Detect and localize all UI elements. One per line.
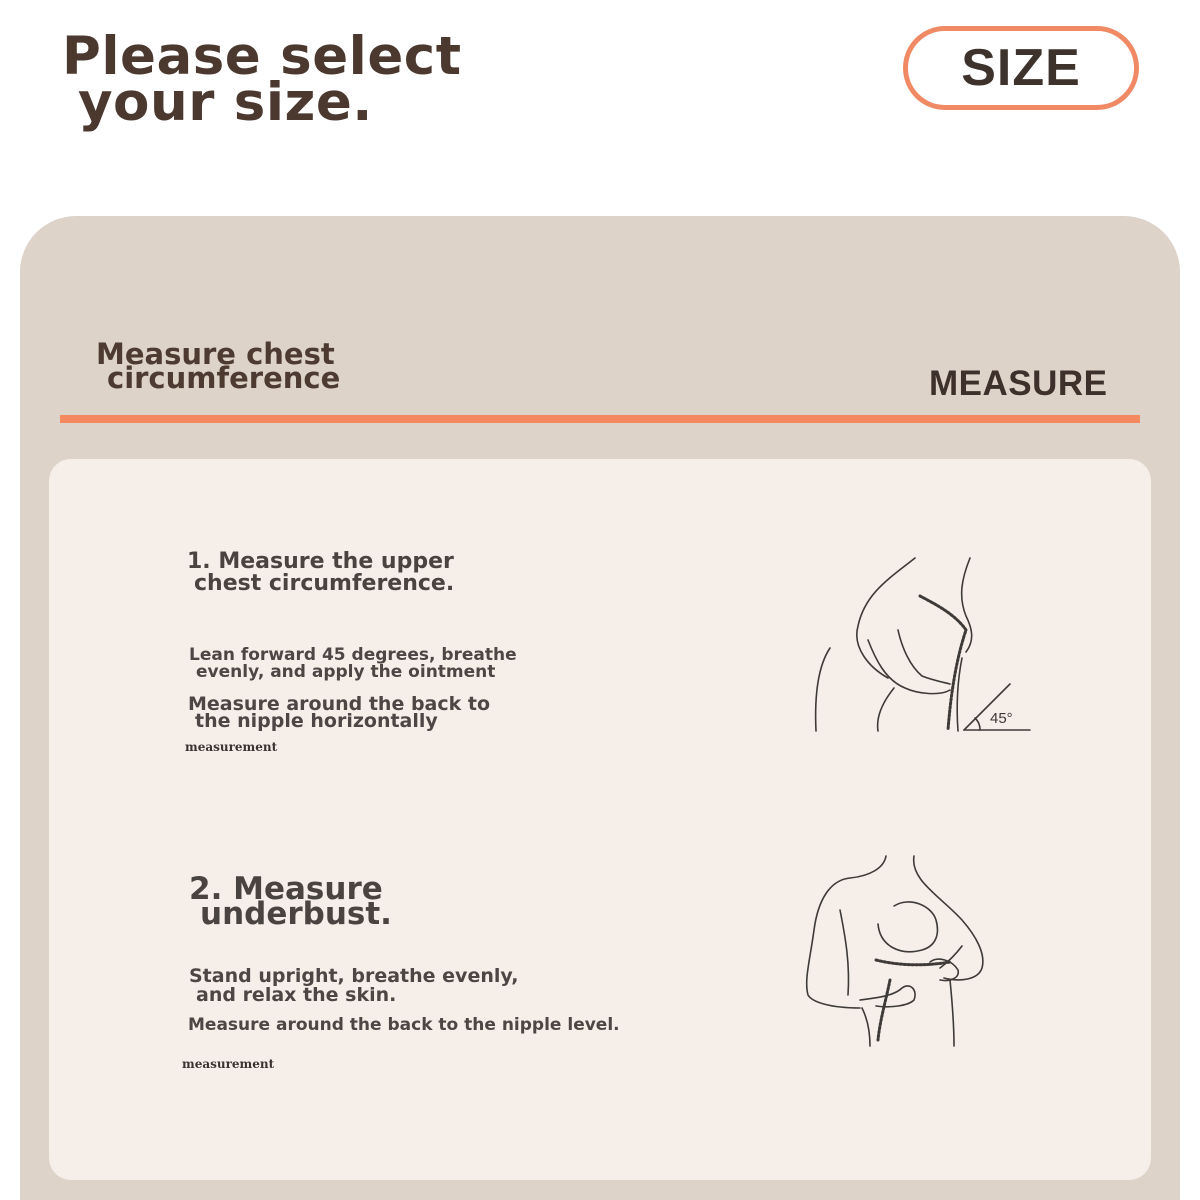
arm-inner bbox=[898, 630, 950, 684]
measuring-tape-end bbox=[878, 980, 890, 1040]
step2-small-label: measurement bbox=[182, 1057, 275, 1071]
step2-instruction-1 bbox=[189, 967, 609, 1005]
upright-underbust-measure-icon bbox=[790, 850, 1000, 1050]
section-title-line1: Measure chest bbox=[96, 337, 335, 371]
step1-instruction-1-line2: evenly, and apply the ointment bbox=[196, 662, 496, 682]
lean-forward-measure-icon bbox=[790, 548, 1040, 738]
measuring-tape bbox=[876, 960, 950, 965]
step2-instruction-1-line2: and relax the skin. bbox=[196, 984, 397, 1006]
step1-heading bbox=[187, 551, 527, 595]
angle-arc bbox=[975, 718, 980, 730]
angle-label: 45° bbox=[990, 710, 1013, 727]
page-title bbox=[62, 26, 622, 133]
size-badge: SIZE bbox=[903, 26, 1139, 110]
step1-instruction-2 bbox=[188, 693, 608, 732]
right-arm-inner bbox=[940, 946, 962, 968]
arm-outline bbox=[868, 640, 950, 694]
hip-outline bbox=[878, 688, 894, 731]
measuring-tape bbox=[920, 596, 966, 730]
breast-outline bbox=[878, 902, 937, 952]
page-title-line2: your size. bbox=[78, 72, 373, 133]
step2-instruction-2: Measure around the back to the nipple level. bbox=[188, 1015, 620, 1035]
left-arm-inner bbox=[840, 910, 849, 995]
step1-small-label: measurement bbox=[185, 740, 278, 754]
step1-instruction-1-line1: Lean forward 45 degrees, breathe bbox=[189, 645, 517, 665]
step1-heading-line2: chest circumference. bbox=[194, 571, 455, 596]
left-shoulder-outline bbox=[807, 856, 886, 1008]
waist-right-outline bbox=[950, 980, 954, 1046]
waist-left-outline bbox=[862, 1008, 870, 1046]
step1-heading-line1: 1. Measure the upper bbox=[187, 549, 454, 574]
step1-instruction-2-line2: the nipple horizontally bbox=[195, 710, 438, 732]
measure-label: MEASURE bbox=[929, 364, 1108, 403]
step2-instruction-1-line1: Stand upright, breathe evenly, bbox=[189, 965, 519, 987]
torso-outline bbox=[857, 558, 915, 678]
step2-heading-line1: 2. Measure bbox=[189, 871, 383, 907]
step1-instruction-1 bbox=[189, 647, 609, 681]
accent-divider bbox=[60, 415, 1140, 423]
step2-heading-line2: underbust. bbox=[200, 896, 392, 932]
page-title-line1: Please select bbox=[62, 26, 462, 87]
back-outline bbox=[816, 648, 830, 731]
step2-heading bbox=[189, 871, 489, 932]
step1-instruction-2-line1: Measure around the back to bbox=[188, 693, 491, 715]
section-title bbox=[96, 337, 456, 395]
front-outline bbox=[957, 658, 962, 731]
section-title-line2: circumference bbox=[107, 361, 341, 395]
